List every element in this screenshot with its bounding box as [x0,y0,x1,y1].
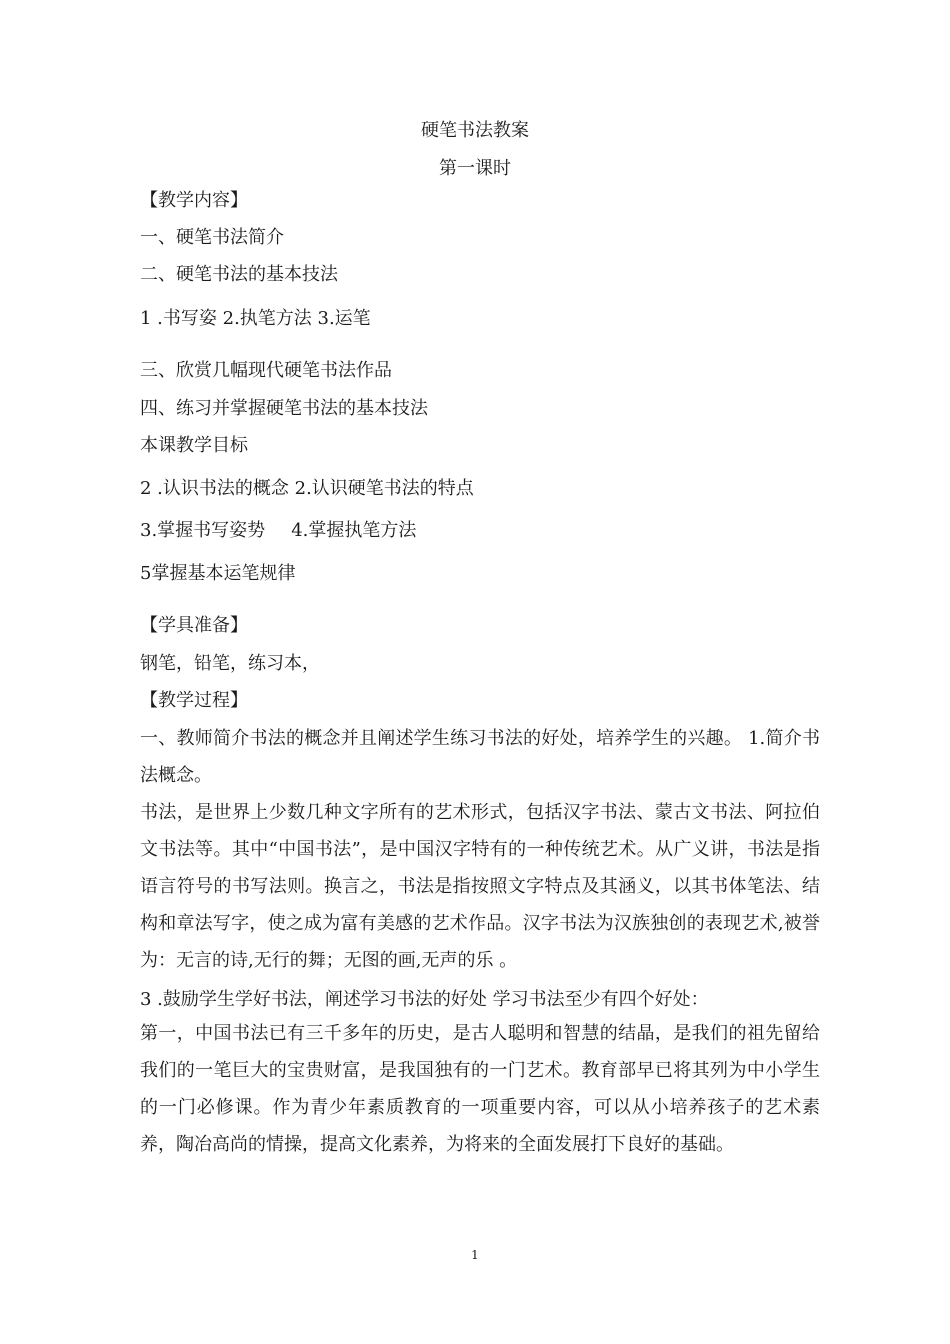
process-paragraph-intro: 一、教师简介书法的概念并且阐述学生练习书法的好处，培养学生的兴趣。 1.简介书法概念。 [140,728,820,786]
objective-line-3: 5掌握基本运笔规律 [140,563,296,584]
tools-heading: 【学具准备】 [140,615,248,636]
process-paragraph-definition: 书法，是世界上少数几种文字所有的艺术形式，包括汉字书法、蒙古文书法、阿拉伯文书法等。其中“中国书法”，是中国汉字特有的一种传统艺术。从广义讲，书法是指语言符号的书写法则。换言之，书法是指按照文字特点及其涵义，以其书体笔法、结构和章法写字，使之成为富有美感的艺术作品。汉字书法为汉族独创的表现艺术,被誉为：无言的诗,无行的舞；无图的画,无声的乐 。 [140,802,820,971]
skills-line: 1 .书写姿 2.执笔方法 3.运笔 [140,308,371,329]
process-heading: 【教学过程】 [140,690,248,711]
document-title: 硬笔书法教案 [421,120,529,141]
content-item-intro: 一、硬笔书法简介 [140,227,284,248]
objective-line-2 [140,519,820,543]
objectives-heading: 本课教学目标 [140,435,248,456]
content-item-appreciation: 三、欣赏几幅现代硬笔书法作品 [140,360,392,381]
page-number: 1 [471,1248,479,1262]
process-item-encouragement: 3 .鼓励学生学好书法，阐述学习书法的好处 学习书法至少有四个好处： [140,989,709,1010]
objective-grip: 4.掌握执笔方法 [291,520,417,541]
content-item-practice: 四、练习并掌握硬笔书法的基本技法 [140,398,428,419]
process-paragraph-benefit-one: 第一，中国书法已有三千多年的历史，是古人聪明和智慧的结晶，是我们的祖先留给我们的一笔巨大的宝贵财富，是我国独有的一门艺术。教育部早已将其列为中小学生的一门必修课。作为青少年素质教育的一项重要内容，可以从小培养孩子的艺术素养，陶冶高尚的情操，提高文化素养，为将来的全面发展打下良好的基础。 [140,1023,820,1155]
tools-list: 钢笔，铅笔，练习本， [140,653,320,674]
document-subtitle: 第一课时 [439,158,511,179]
teaching-content-heading: 【教学内容】 [140,190,248,211]
content-item-techniques: 二、硬笔书法的基本技法 [140,264,338,285]
objective-posture: 3.掌握书写姿势 [140,520,266,541]
objective-line-1: 2 .认识书法的概念 2.认识硬笔书法的特点 [140,478,474,499]
